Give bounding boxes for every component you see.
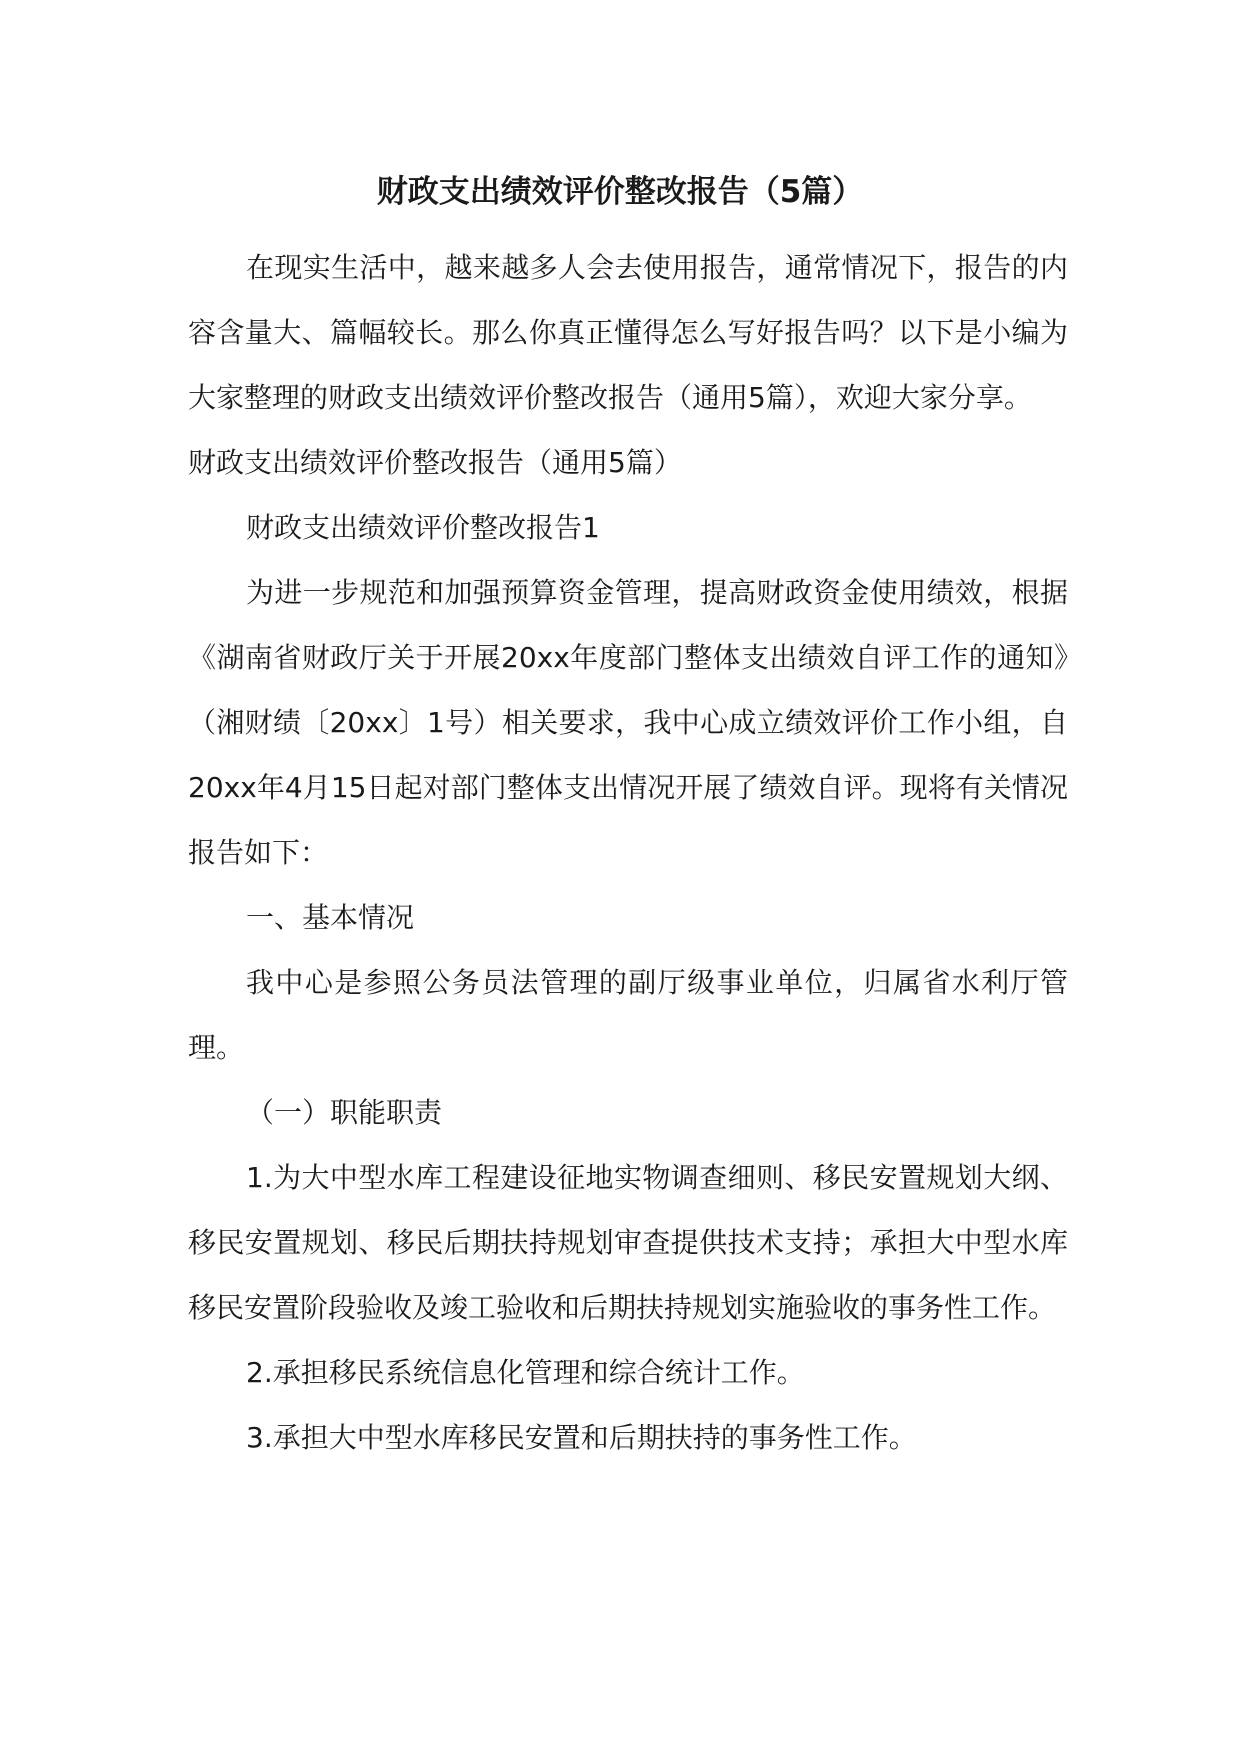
paragraph-purpose: 为进一步规范和加强预算资金管理，提高财政资金使用绩效，根据《湖南省财政厅关于开展20xx年度部门整体支出绩效自评工作的通知》（湘财绩〔20xx〕1号）相关要求，我中心成立绩效评价工作小组，自20xx年4月15日起对部门整体支出情况开展了绩效自评。现将有关情况报告如下： [188,576,1068,869]
paragraph-basic-info: 我中心是参照公务员法管理的副厅级事业单位，归属省水利厅管理。 [188,966,1068,1064]
paragraph-intro: 在现实生活中，越来越多人会去使用报告，通常情况下，报告的内容含量大、篇幅较长。那么你真正懂得怎么写好报告吗？以下是小编为大家整理的财政支出绩效评价整改报告（通用5篇），欢迎大家分享。 [188,251,1068,414]
paragraph-basic-info-heading: 一、基本情况 [246,901,415,934]
paragraph-subtitle: 财政支出绩效评价整改报告（通用5篇） [188,446,682,479]
paragraph-duty-2: 2.承担移民系统信息化管理和综合统计工作。 [246,1356,805,1389]
document-title: 财政支出绩效评价整改报告（5篇） [376,174,864,210]
paragraph-duties-heading: （一）职能职责 [246,1096,443,1129]
paragraph-duty-3: 3.承担大中型水库移民安置和后期扶持的事务性工作。 [246,1421,917,1454]
paragraph-duty-1: 1.为大中型水库工程建设征地实物调查细则、移民安置规划大纲、移民安置规划、移民后期扶持规划审查提供技术支持；承担大中型水库移民安置阶段验收及竣工验收和后期扶持规划实施验收的事务性工作。 [188,1161,1068,1324]
paragraph-section-heading: 财政支出绩效评价整改报告1 [246,511,600,544]
document-body [188,235,1068,1470]
